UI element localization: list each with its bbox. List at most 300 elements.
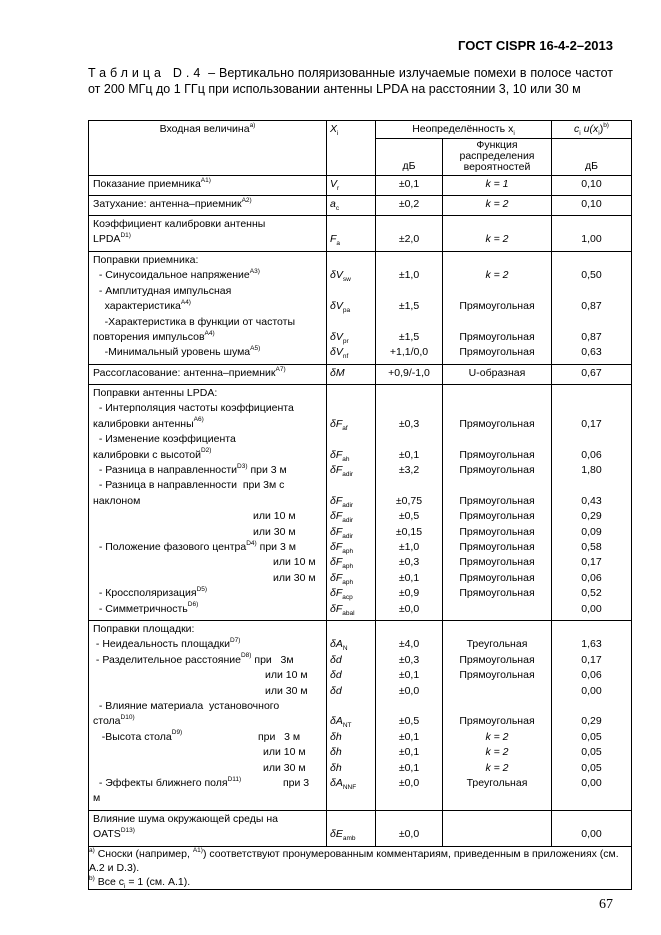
cell-symbol [327,811,376,847]
row-label-text: Влияние шума окружающей среды на [93,813,278,825]
notes-row [89,847,632,890]
row-label-text: наклоном [93,494,141,507]
row-uncertainty: ±1,5 [398,300,420,313]
row-label [93,715,135,727]
row-coefficient: 1,80 [581,464,602,476]
row-uncertainty: ±0,1 [398,448,420,461]
row-coefficient: 0,29 [581,510,602,523]
row-label [93,828,135,840]
row-label [93,449,211,461]
row-label [93,254,198,266]
cell-distribution [443,621,552,811]
cell-uncertainty [376,385,443,621]
row-symbol-sub: aph [342,548,354,556]
row-distribution: Прямоугольная [459,417,535,430]
row-coefficient: 1,63 [581,638,602,651]
cell-symbol [327,621,376,811]
row-symbol [330,233,341,248]
row-label-text: Коэффициент калибровки антенны [93,218,266,230]
cell-coefficient [552,365,632,385]
row-label-suffix: при 3 м [256,541,296,553]
cell-distribution [443,385,552,621]
row-uncertainty: ±0,0 [398,684,420,697]
row-label [93,792,100,804]
table-title: – Вертикально поляризованные излучаемые помехи в полосе частот от 200 МГц до 1 ГГц при использовании антенны LPDA на расстоянии 3, 10 или 30 м [88,66,614,96]
row-coefficient: 0,10 [581,178,602,190]
row-label [93,218,265,230]
row-label-text: - Влияние материала установочного [93,700,280,712]
row-label-text: - Амплитудная импульсная [93,284,232,297]
cell-symbol [327,252,376,365]
row-label [93,346,260,358]
row-label-text: характеристика [93,300,181,313]
row-distribution: Прямоугольная [459,346,535,359]
row-symbol [330,572,353,584]
row-coefficient: 0,17 [581,417,602,430]
cell-uncertainty [376,252,443,365]
row-uncertainty: ±1,5 [398,331,420,343]
row-symbol [330,587,353,602]
row-coefficient: 0,00 [581,777,602,789]
row-symbol [330,300,351,315]
row-label-suffix: при 3м [251,653,294,666]
row-symbol-text: δA [330,777,343,789]
row-coefficient: 0,29 [581,715,602,728]
header-ci-sub2: i [598,130,600,138]
header-input-sup: a) [249,121,256,129]
cell-coefficient [552,621,632,811]
row-label-text: или 30 м [273,571,316,584]
row-coefficient: 0,05 [581,761,602,774]
cell-coefficient [552,811,632,847]
cell-input [89,385,327,621]
row-symbol [330,541,354,556]
row-uncertainty: ±0,1 [398,761,420,774]
row-symbol [330,638,348,653]
row-symbol-text: V [330,178,338,190]
note-a [89,847,631,875]
row-symbol [330,495,353,507]
table-row [89,621,632,811]
row-symbol-sub: adir [342,532,354,540]
row-label [93,178,211,190]
row-label-text: калибровки антенны [93,417,194,430]
row-label [93,269,260,281]
header-db2: дБ [584,160,599,172]
row-distribution: Прямоугольная [459,653,535,666]
row-label-footnote: A4) [180,298,191,306]
row-label-text: - Кроссполяризация [93,587,197,600]
row-distribution: k = 2 [485,269,509,282]
note-a-text2: ) соответствуют пронумерованным комментариям, приведенным в приложениях (см. А.2 и D.3). [89,848,619,874]
table-row [89,811,632,847]
row-label-text: - Симметричность [93,602,188,615]
row-distribution: Прямоугольная [459,525,535,538]
row-symbol-sub: r [337,185,340,193]
row-symbol-text: δV [330,269,343,282]
row-distribution: U-образная [468,367,526,379]
row-uncertainty: ±0,3 [398,653,420,666]
row-label [93,367,286,379]
row-symbol-text: δV [330,331,343,343]
row-symbol-sub: af [342,424,348,432]
cell-uncertainty [376,196,443,216]
cell-coefficient [552,252,632,365]
row-uncertainty: ±0,15 [395,525,423,538]
header-uncertainty-text: Неопределённость x [412,123,514,135]
note-b-sup: b) [89,874,95,882]
cell-symbol [327,216,376,252]
cell-input [89,252,327,365]
row-symbol-text: δE [330,828,343,841]
row-symbol-sub: adir [342,517,354,525]
cell-coefficient [552,176,632,196]
row-label-text: калибровки с высотой [93,448,201,461]
row-label-footnote: A1) [200,176,211,184]
row-symbol [330,526,353,538]
cell-input [89,196,327,216]
row-symbol-text: δd [330,653,342,666]
row-symbol-text: δF [330,571,343,584]
cell-distribution [443,252,552,365]
cell-distribution [443,811,552,847]
note-a-text1: Сноски (например, [94,848,193,860]
note-b [89,875,631,889]
row-symbol-text: δh [330,730,342,743]
row-symbol-text: δM [330,367,345,379]
table-row [89,365,632,385]
row-coefficient: 0,87 [581,300,602,313]
table-row [89,385,632,621]
cell-distribution [443,365,552,385]
row-coefficient: 0,09 [581,525,602,538]
row-label-footnote: D3) [237,462,248,470]
row-symbol-text: δA [330,715,343,728]
row-symbol-text: δF [330,556,343,569]
row-label [93,402,294,414]
row-symbol-sub: NNF [342,784,357,792]
row-symbol-text: δV [330,346,343,359]
row-label-footnote: D8) [240,652,252,660]
cell-distribution [443,216,552,252]
row-distribution: Прямоугольная [459,556,535,569]
row-label [93,285,231,297]
row-label-footnote: A2) [241,196,252,204]
header-uncertainty-sub: i [513,130,515,138]
table-row [89,176,632,196]
cell-symbol [327,365,376,385]
row-label-text: - Изменение коэффициента [93,433,236,446]
row-label-text: или 10 м [253,510,296,523]
row-uncertainty: ±0,1 [398,178,420,190]
row-distribution: Прямоугольная [459,448,535,461]
row-distribution: k = 2 [485,233,509,246]
row-label [93,731,182,743]
row-symbol-sub: pr [342,338,349,346]
row-distribution: Прямоугольная [459,510,535,523]
row-label-text: - Интерполяция частоты коэффициента [93,402,294,415]
row-symbol [330,198,340,213]
cell-uncertainty [376,365,443,385]
row-uncertainty: +0,9/-1,0 [388,367,430,379]
row-uncertainty: ±0,2 [398,198,420,210]
header-xi [327,121,376,176]
row-symbol-text: F [330,233,337,246]
row-label-footnote: D10) [120,713,135,721]
row-symbol-sub: nf [342,353,349,361]
row-label-text: Показание приемника [93,178,201,190]
row-label [263,746,306,758]
cell-coefficient [552,196,632,216]
cell-uncertainty [376,811,443,847]
row-symbol [330,556,354,571]
cell-distribution [443,176,552,196]
row-symbol-text: δh [330,761,342,774]
row-label-footnote: A4) [204,329,215,337]
note-a-sup2: A1) [192,846,203,854]
row-symbol-sub: pa [342,307,351,315]
row-distribution: k = 1 [485,178,509,190]
row-label [93,387,217,399]
header-ci-end: ) [599,123,604,135]
row-label [93,479,284,491]
row-label-text: OATS [93,828,121,841]
row-label-footnote: D4) [246,539,257,547]
row-coefficient: 0,52 [581,587,602,600]
uncertainty-table [88,120,632,890]
row-uncertainty: ±4,0 [398,638,420,651]
row-distribution: k = 2 [485,761,509,774]
row-label-footnote: D5) [196,585,208,593]
row-label-footnote: D11) [227,775,242,783]
row-coefficient: 0,00 [581,602,602,615]
row-label [263,762,306,774]
row-uncertainty: ±2,0 [398,233,420,246]
row-label-suffix: при 3 [283,777,310,789]
header-xi-sub: i [337,130,339,138]
header-ci-c: c [574,123,580,135]
row-symbol [330,367,345,379]
row-symbol [330,715,352,730]
row-uncertainty: ±0,3 [398,556,420,569]
table-label: Таблица D.4 [88,66,205,80]
row-symbol [330,828,356,843]
header-input-text: Входная величина [159,123,250,135]
row-uncertainty: ±0,5 [398,510,420,523]
row-symbol [330,762,342,774]
row-symbol [330,510,354,525]
row-label-text: - Разделительное расстояние [93,653,241,666]
row-coefficient: 0,06 [581,571,602,584]
row-symbol-sub: adir [342,471,354,479]
row-distribution: k = 2 [485,730,509,743]
row-label [253,526,296,538]
row-label [93,233,131,245]
table-row [89,252,632,365]
row-symbol-sub: c [335,205,340,213]
row-label [93,464,287,476]
cell-uncertainty [376,176,443,196]
row-symbol-sub: acp [342,594,353,602]
row-coefficient: 0,17 [581,653,602,666]
row-distribution: Треугольная [466,638,528,651]
row-coefficient: 0,43 [581,494,602,507]
row-label-text: Поправки площадки: [93,623,195,635]
row-symbol-sub: N [342,645,348,653]
row-symbol-text: δV [330,300,343,313]
row-symbol [330,331,349,346]
row-coefficient: 0,17 [581,556,602,569]
row-label [93,331,215,343]
row-distribution: k = 2 [485,198,509,210]
row-label [93,603,198,615]
cell-uncertainty [376,216,443,252]
row-symbol-sub: amb [342,835,356,843]
row-label [273,572,316,584]
document-header: ГОСТ CISPR 16-4-2–2013 [458,38,613,53]
row-symbol-text: δF [330,510,343,523]
row-symbol-sub: adir [342,501,354,509]
row-symbol-text: δF [330,494,343,507]
row-label-footnote: D9) [171,729,183,737]
header-db1: дБ [376,139,443,175]
row-symbol-text: δA [330,638,343,651]
row-coefficient: 0,00 [581,684,602,697]
row-label [93,433,236,445]
cell-coefficient [552,216,632,252]
row-symbol-text: δh [330,746,342,759]
header-ci-sub: i [579,130,581,138]
row-label-suffix: при 3 м [258,730,301,743]
cell-symbol [327,385,376,621]
row-label [273,556,316,568]
row-label-text: - Разница в направленности [93,464,238,476]
row-uncertainty: ±0,75 [395,494,423,507]
note-b-sub: i [123,883,126,891]
row-label-text: - Синусоидальное напряжение [93,269,250,282]
row-coefficient: 0,10 [581,198,602,210]
row-label-footnote: D7) [229,636,241,644]
row-label-text: или 30 м [265,684,308,697]
note-b-text2: = 1 (см. А.1). [125,876,191,888]
row-label [93,623,194,635]
row-symbol-sub: NT [342,722,352,730]
row-label [93,638,240,650]
row-symbol-sub: sw [342,276,351,284]
header-ci-u: u(x [580,123,599,135]
row-symbol [330,746,342,758]
page-number: 67 [599,897,613,912]
row-label [265,685,308,697]
row-label-text: LPDA [93,233,121,246]
row-coefficient: 0,58 [581,541,602,553]
row-label [93,541,296,553]
row-label-footnote: D13) [120,826,135,834]
row-distribution: Прямоугольная [459,464,535,476]
header-ci [552,121,632,176]
row-label-text: - Разница в направленности при 3м с [93,479,285,492]
table-row [89,216,632,252]
cell-coefficient [552,385,632,621]
row-symbol [330,449,349,461]
row-uncertainty: ±0,0 [398,602,420,615]
row-uncertainty: ±0,1 [398,730,420,743]
row-coefficient: 0,06 [581,448,602,461]
row-uncertainty: ±0,5 [398,715,420,728]
row-label-text: -Минимальный уровень шума [93,346,251,359]
row-symbol [330,346,349,361]
row-symbol-sub: a [336,240,341,248]
row-label-text: Рассогласование: антенна–приемник [93,367,276,379]
row-label-footnote: A3) [249,267,260,275]
row-label-text: или 30 м [253,525,296,538]
header-input [89,121,327,176]
row-uncertainty: ±0,1 [398,571,420,584]
row-label-footnote: D6) [187,601,199,609]
row-symbol-text: δF [330,525,343,538]
row-distribution: Прямоугольная [459,587,535,600]
row-uncertainty: ±0,0 [398,777,420,789]
row-label [253,510,296,522]
row-label [93,654,294,666]
row-distribution: Треугольная [466,777,528,789]
row-distribution: Прямоугольная [459,494,535,507]
row-symbol [330,269,351,284]
cell-uncertainty [376,621,443,811]
table-caption [88,65,613,97]
header-xi-text: X [330,123,338,135]
row-coefficient: 0,06 [581,669,602,682]
row-label-text: - Положение фазового центра [93,541,247,553]
row-coefficient: 0,00 [581,828,602,841]
row-symbol-text: δF [330,587,343,600]
cell-distribution [443,196,552,216]
row-label-text: -Характеристика в функции от частоты [93,315,296,328]
row-label-text: - Неидеальность площадки [93,638,230,651]
row-uncertainty: ±0,1 [398,669,420,682]
row-uncertainty: ±0,3 [398,417,420,430]
row-label-footnote: A7) [275,365,286,373]
cell-input [89,621,327,811]
row-symbol-text: δF [330,464,343,476]
row-label-suffix: при 3 м [247,464,287,476]
row-label [93,813,278,825]
row-label [93,418,204,430]
row-label-text: стола [93,715,121,728]
cell-symbol [327,196,376,216]
cell-symbol [327,176,376,196]
note-a-sup: a) [89,846,95,854]
cell-input [89,216,327,252]
row-symbol-text: δd [330,684,342,697]
row-label [93,300,191,312]
row-coefficient: 0,67 [581,367,602,379]
row-symbol [330,603,355,615]
row-distribution: Прямоугольная [459,571,535,584]
row-label-text: повторения импульсов [93,331,205,343]
row-uncertainty: ±1,0 [398,269,420,282]
row-uncertainty: ±0,0 [398,828,420,841]
row-distribution: Прямоугольная [459,331,535,343]
header-ci-sup: b) [603,121,609,129]
row-symbol-sub: aph [342,578,354,586]
cell-input [89,365,327,385]
row-uncertainty: ±3,2 [398,464,420,476]
row-label-text: или 10 м [265,669,308,682]
row-label-text: или 10 м [263,746,306,759]
row-distribution: Прямоугольная [459,541,535,553]
row-symbol [330,418,348,430]
